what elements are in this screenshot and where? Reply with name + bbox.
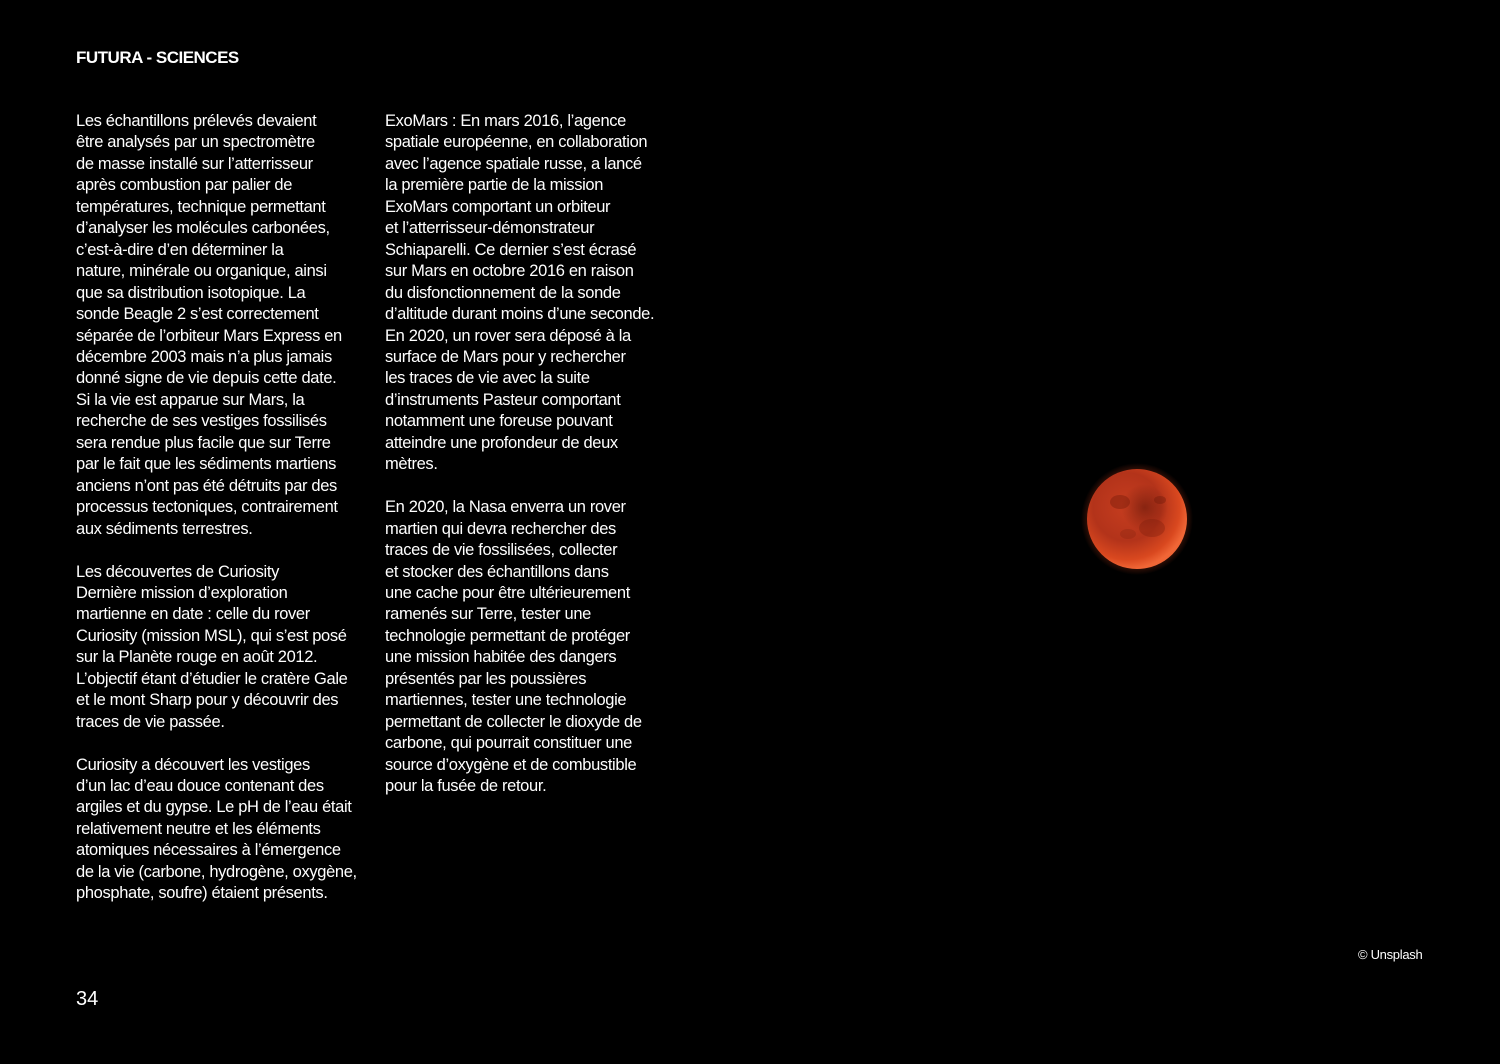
paragraph-curiosity-intro: Les découvertes de Curiosity Dernière mission d’exploration martienne en date : celle du rover Curiosity (mission MSL), qui s’est posé sur la Planète rouge en août 2012. L’objectif étant d’étudier le cratère Gale et le mont Sharp pour y découvrir des traces de vie passée. [76, 562, 348, 731]
paragraph-curiosity-findings: Curiosity a découvert les vestiges d’un lac d’eau douce contenant des argiles et du gypse. Le pH de l’eau était relativement neutre et les éléments atomiques nécessaires à l’émergence de la vie (carbone, hydrogène, oxygène, phosphate, soufre) étaient présents. [76, 755, 357, 903]
photo-credit: © Unsplash [1358, 947, 1423, 962]
text-column-right [385, 111, 685, 819]
paragraph-nasa-rover: En 2020, la Nasa enverra un rover martien qui devra rechercher des traces de vie fossilisées, collecter et stocker des échantillons dans une cache pour être ultérieurement ramenés sur Terre, tester une technologie permettant de protéger une mission habitée des dangers présentés par les poussières martiennes, tester une technologie permettant de collecter le dioxyde de carbone, qui pourrait constituer une source d’oxygène et de combustible pour la fusée de retour. [385, 498, 642, 796]
paragraph-beagle: Les échantillons prélevés devaient être analysés par un spectromètre de masse installé sur l’atterrisseur après combustion par palier de températures, technique permettant d’analyser les molécules carbonées, c’est-à-dire d’en déterminer la nature, minérale ou organique, ainsi que sa distribution isotopique. La sonde Beagle 2 s’est correctement séparée de l’orbiteur Mars Express en décembre 2003 mais n’a plus jamais donné signe de vie depuis cette date. Si la vie est apparue sur Mars, la recherche de ses vestiges fossilisés sera rendue plus facile que sur Terre par le fait que les sédiments martiens anciens n’ont pas été détruits par des processus tectoniques, contrairement aux sédiments terrestres. [76, 112, 342, 538]
text-column-left [76, 111, 376, 926]
mars-photo [1080, 462, 1194, 576]
page-number: 34 [76, 988, 99, 1010]
paragraph-exomars: ExoMars : En mars 2016, l’agence spatiale européenne, en collaboration avec l’agence spatiale russe, a lancé la première partie de la mission ExoMars comportant un orbiteur et l’atterrisseur-démonstrateur Schiaparelli. Ce dernier s’est écrasé sur Mars en octobre 2016 en raison du disfonctionnement de la sonde d’altitude durant moins d’une seconde. En 2020, un rover sera déposé à la surface de Mars pour y rechercher les traces de vie avec la suite d’instruments Pasteur comportant notamment une foreuse pouvant atteindre une profondeur de deux mètres. [385, 112, 655, 474]
mars-planet-image [1080, 462, 1194, 576]
magazine-header: FUTURA - SCIENCES [76, 48, 239, 67]
